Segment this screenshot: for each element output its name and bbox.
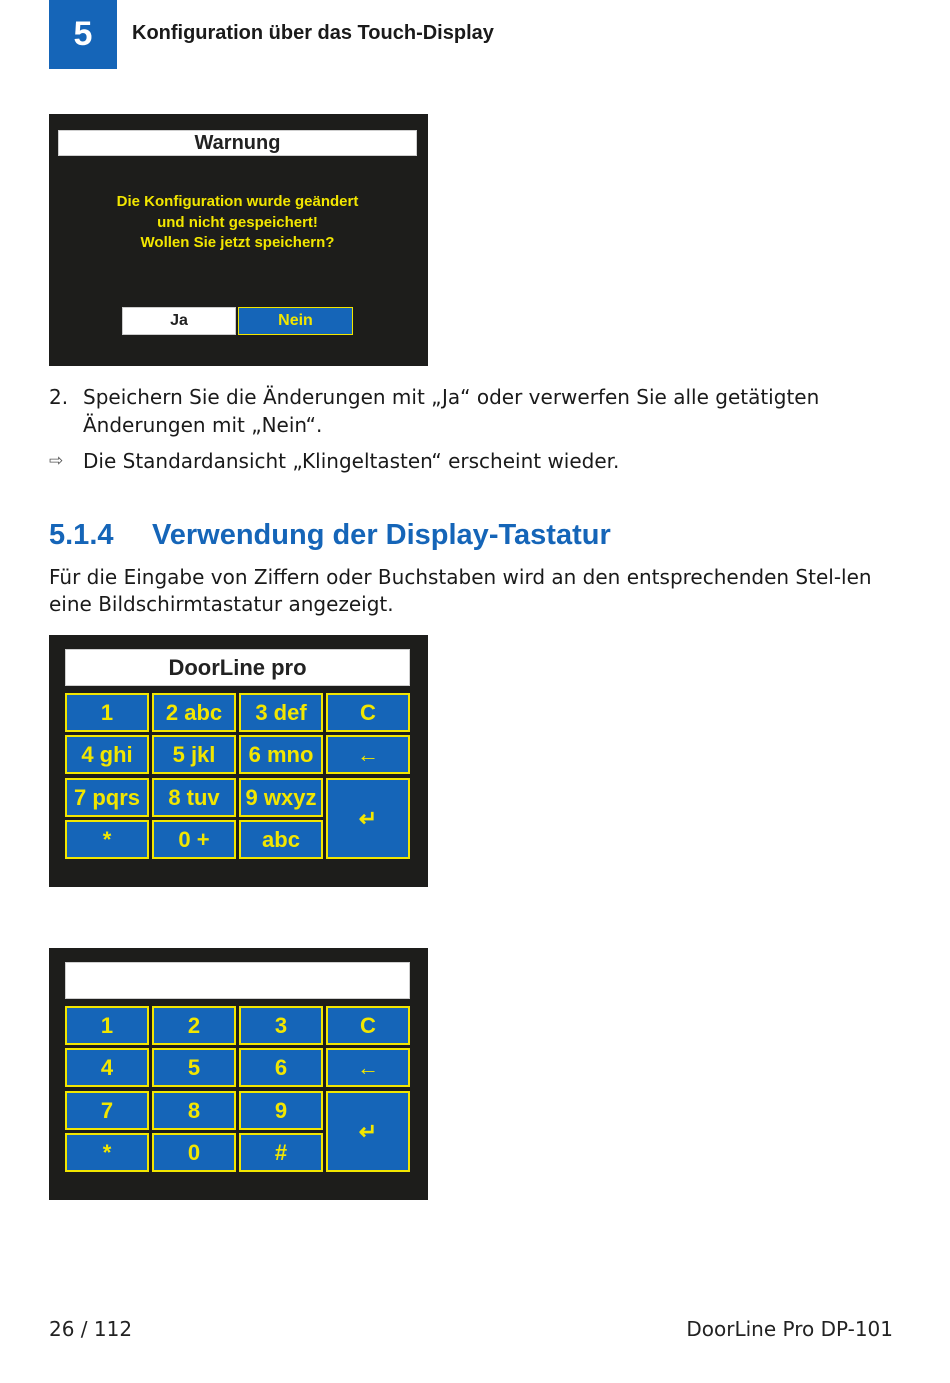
page-number: 26 / 112 (49, 1317, 133, 1341)
section-title: Verwendung der Display-Tastatur (152, 519, 611, 551)
result-arrow-icon: ⇨ (49, 451, 64, 471)
keypad-display (65, 962, 410, 999)
clear-key[interactable]: C (326, 1006, 410, 1045)
key-2[interactable]: 2 (152, 1006, 236, 1045)
chapter-title: Konfiguration über das Touch-Display (132, 22, 494, 44)
backspace-key[interactable]: ← (326, 735, 410, 774)
enter-key[interactable]: ↵ (326, 778, 410, 859)
key-9[interactable]: 9 wxyz (239, 778, 323, 817)
dialog-message-line: und nicht gespeichert! (157, 213, 318, 231)
step-item (49, 383, 889, 439)
dialog-message-line: Wollen Sie jetzt speichern? (140, 234, 335, 251)
numeric-keypad-screen (49, 948, 428, 1200)
key-6[interactable]: 6 (239, 1048, 323, 1087)
key-3[interactable]: 3 (239, 1006, 323, 1045)
key-7[interactable]: 7 (65, 1091, 149, 1130)
key-3[interactable]: 3 def (239, 693, 323, 732)
backspace-key[interactable]: ← (326, 1048, 410, 1087)
keypad-display: DoorLine pro (65, 649, 410, 686)
key-8[interactable]: 8 (152, 1091, 236, 1130)
warning-dialog-screen (49, 114, 428, 366)
key-9[interactable]: 9 (239, 1091, 323, 1130)
dialog-message-line: Die Konfiguration wurde geändert (116, 193, 359, 210)
dialog-message (58, 192, 417, 254)
step-text: Speichern Sie die Änderungen mit „Ja“ oder verwerfen Sie alle getätigten Änderungen mit „Nein“. (83, 385, 820, 437)
yes-button[interactable]: Ja (122, 307, 236, 335)
clear-key[interactable]: C (326, 693, 410, 732)
star-key[interactable]: * (65, 820, 149, 859)
hash-key[interactable]: # (239, 1133, 323, 1172)
key-5[interactable]: 5 jkl (152, 735, 236, 774)
key-8[interactable]: 8 tuv (152, 778, 236, 817)
no-button[interactable]: Nein (238, 307, 353, 335)
key-1[interactable]: 1 (65, 1006, 149, 1045)
product-name: DoorLine Pro DP-101 (686, 1317, 893, 1341)
step-number: 2. (49, 385, 69, 409)
key-4[interactable]: 4 (65, 1048, 149, 1087)
result-item (49, 447, 889, 475)
section-number: 5.1.4 (49, 519, 114, 551)
key-5[interactable]: 5 (152, 1048, 236, 1087)
alphanumeric-keypad-screen (49, 635, 428, 887)
key-7[interactable]: 7 pqrs (65, 778, 149, 817)
key-0[interactable]: 0 (152, 1133, 236, 1172)
dialog-title: Warnung (58, 130, 417, 156)
abc-toggle-key[interactable]: abc (239, 820, 323, 859)
section-paragraph: Für die Eingabe von Ziffern oder Buchstaben wird an den entsprechenden Stel-len eine Bildschirmtastatur angezeigt. (49, 565, 872, 616)
key-4[interactable]: 4 ghi (65, 735, 149, 774)
key-0[interactable]: 0 + (152, 820, 236, 859)
enter-key[interactable]: ↵ (326, 1091, 410, 1172)
result-text: Die Standardansicht „Klingeltasten“ erscheint wieder. (83, 449, 620, 473)
chapter-number-badge: 5 (49, 0, 117, 69)
key-1[interactable]: 1 (65, 693, 149, 732)
star-key[interactable]: * (65, 1133, 149, 1172)
key-2[interactable]: 2 abc (152, 693, 236, 732)
key-6[interactable]: 6 mno (239, 735, 323, 774)
